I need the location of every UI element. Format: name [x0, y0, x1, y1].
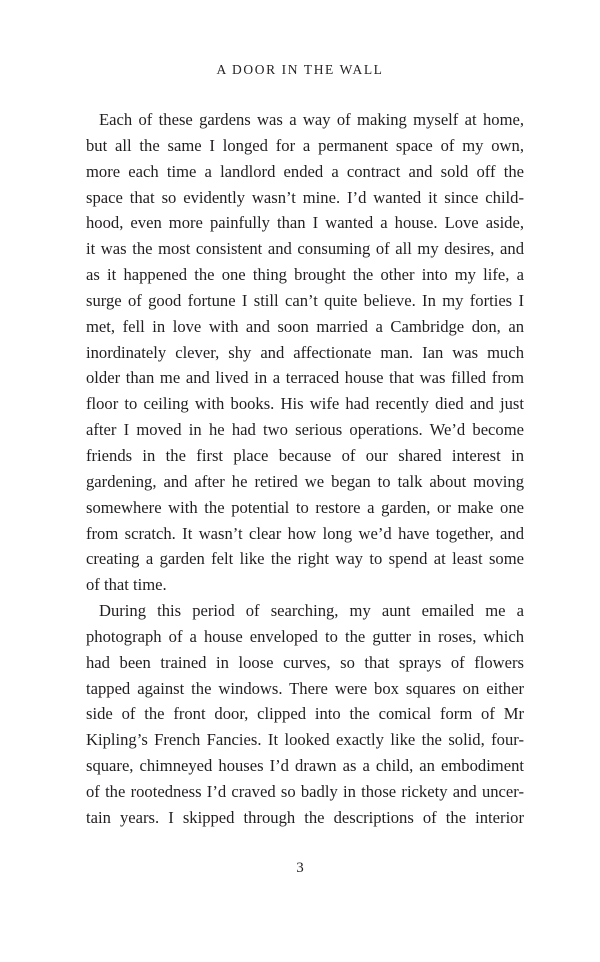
text-line: photograph of a house enveloped to the gutter in roses, which	[86, 626, 524, 646]
text-line: inordinately clever, shy and affectionate man. Ian was much	[86, 342, 524, 362]
text-line: square, chimneyed houses I’d drawn as a child, an embodiment	[86, 756, 524, 776]
text-line: after I moved in he had two serious operations. We’d become	[86, 420, 524, 440]
text-line: tapped against the windows. There were box squares on either	[86, 678, 524, 698]
text-line: surge of good fortune I still can’t quite believe. In my forties I	[86, 290, 524, 310]
body-text	[86, 107, 524, 831]
text-line: more each time a landlord ended a contract and sold off the	[86, 161, 524, 181]
text-line: During this period of searching, my aunt emailed me a	[99, 601, 524, 621]
page-number: 3	[296, 860, 304, 876]
text-line: of the rootedness I’d craved so badly in those rickety and uncer-	[86, 781, 524, 801]
text-line: somewhere with the potential to restore a garden, or make one	[86, 497, 524, 517]
text-line: as it happened the one thing brought the other into my life, a	[86, 265, 524, 285]
text-line: met, fell in love with and soon married a Cambridge don, an	[86, 316, 524, 336]
text-line: hood, even more painfully than I wanted a house. Love aside,	[86, 213, 524, 233]
text-line: older than me and lived in a terraced house that was filled from	[86, 368, 524, 388]
text-line: creating a garden felt like the right way to spend at least some	[86, 549, 524, 569]
running-head: A DOOR IN THE WALL	[216, 62, 384, 77]
text-line: tain years. I skipped through the descriptions of the interior	[86, 807, 524, 827]
text-line: space that so evidently wasn’t mine. I’d wanted it since child-	[86, 187, 524, 207]
text-line: side of the front door, clipped into the comical form of Mr	[86, 704, 524, 724]
text-line: Kipling’s French Fancies. It looked exactly like the solid, four-	[86, 730, 524, 750]
paragraph	[86, 107, 524, 598]
paragraph	[86, 598, 524, 831]
text-line: friends in the first place because of our shared interest in	[86, 445, 524, 465]
text-line: had been trained in loose curves, so that sprays of flowers	[86, 652, 524, 672]
text-line: it was the most consistent and consuming of all my desires, and	[86, 239, 524, 259]
text-line: but all the same I longed for a permanent space of my own,	[86, 135, 524, 155]
text-line: floor to ceiling with books. His wife had recently died and just	[86, 394, 524, 414]
text-line: gardening, and after he retired we began to talk about moving	[86, 471, 524, 491]
text-line: from scratch. It wasn’t clear how long we’d have together, and	[86, 523, 524, 543]
text-line: Each of these gardens was a way of making myself at home,	[99, 110, 524, 129]
text-line: of that time.	[86, 575, 167, 595]
